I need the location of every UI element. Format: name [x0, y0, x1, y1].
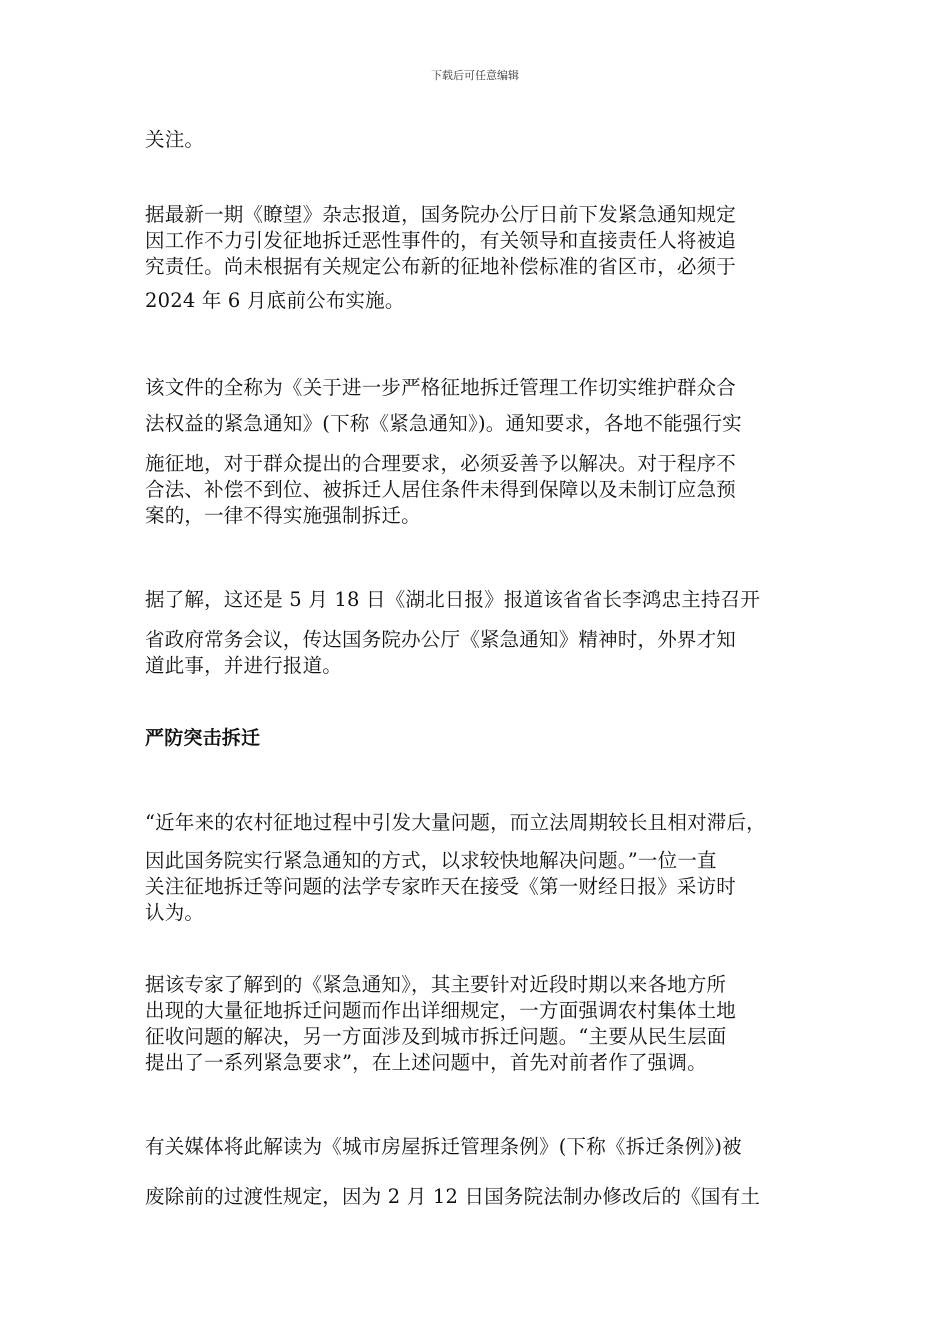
text-line: 据最新一期《瞭望》杂志报道，国务院办公厅日前下发紧急通知规定 [145, 203, 737, 226]
text-line: 2024 年 6 月底前公布实施。 [145, 289, 405, 312]
text-line: 关注征地拆迁等问题的法学专家昨天在接受《第一财经日报》采访时 [145, 875, 737, 898]
text-line: 据该专家了解到的《紧急通知》，其主要针对近段时期以来各地方所 [145, 973, 727, 996]
text-line: 道此事，并进行报道。 [145, 654, 343, 677]
text-line: 征收问题的解决，另一方面涉及到城市拆迁问题。“主要从民生层面 [145, 1025, 727, 1048]
text-line: 该文件的全称为《关于进一步严格征地拆迁管理工作切实维护群众合 [145, 376, 737, 399]
text-line: 关注。 [145, 128, 205, 151]
text-line: 案的，一律不得实施强制拆迁。 [145, 504, 421, 527]
text-line: 省政府常务会议，传达国务院办公厅《紧急通知》精神时，外界才知 [145, 628, 737, 651]
text-line: 法权益的紧急通知》(下称《紧急通知》)。通知要求，各地不能强行实 [145, 412, 742, 435]
text-line: “近年来的农村征地过程中引发大量问题，而立法周期较长且相对滞后， [145, 811, 766, 834]
text-line: 合法、补偿不到位、被拆迁人居住条件未得到保障以及未制订应急预 [145, 478, 737, 501]
text-line: 废除前的过渡性规定，因为 2 月 12 日国务院法制办修改后的《国有土 [145, 1185, 761, 1208]
text-line: 认为。 [145, 901, 205, 924]
page-header: 下载后可任意编辑 [431, 69, 519, 82]
text-line: 据了解，这还是 5 月 18 日《湖北日报》报道该省省长李鸿忠主持召开 [145, 588, 761, 611]
text-line: 因此国务院实行紧急通知的方式，以求较快地解决问题。”一位一直 [145, 849, 717, 872]
text-line: 因工作不力引发征地拆迁恶性事件的，有关领导和直接责任人将被追 [145, 229, 737, 252]
text-line: 施征地，对于群众提出的合理要求，必须妥善予以解决。对于程序不 [145, 452, 737, 475]
text-line: 有关媒体将此解读为《城市房屋拆迁管理条例》(下称《拆迁条例》)被 [145, 1135, 742, 1158]
text-line: 出现的大量征地拆迁问题而作出详细规定，一方面强调农村集体土地 [145, 999, 737, 1022]
text-line: 提出了一系列紧急要求”，在上述问题中，首先对前者作了强调。 [145, 1051, 707, 1074]
text-line: 究责任。尚未根据有关规定公布新的征地补偿标准的省区市，必须于 [145, 255, 737, 278]
section-heading: 严防突击拆迁 [145, 727, 261, 749]
